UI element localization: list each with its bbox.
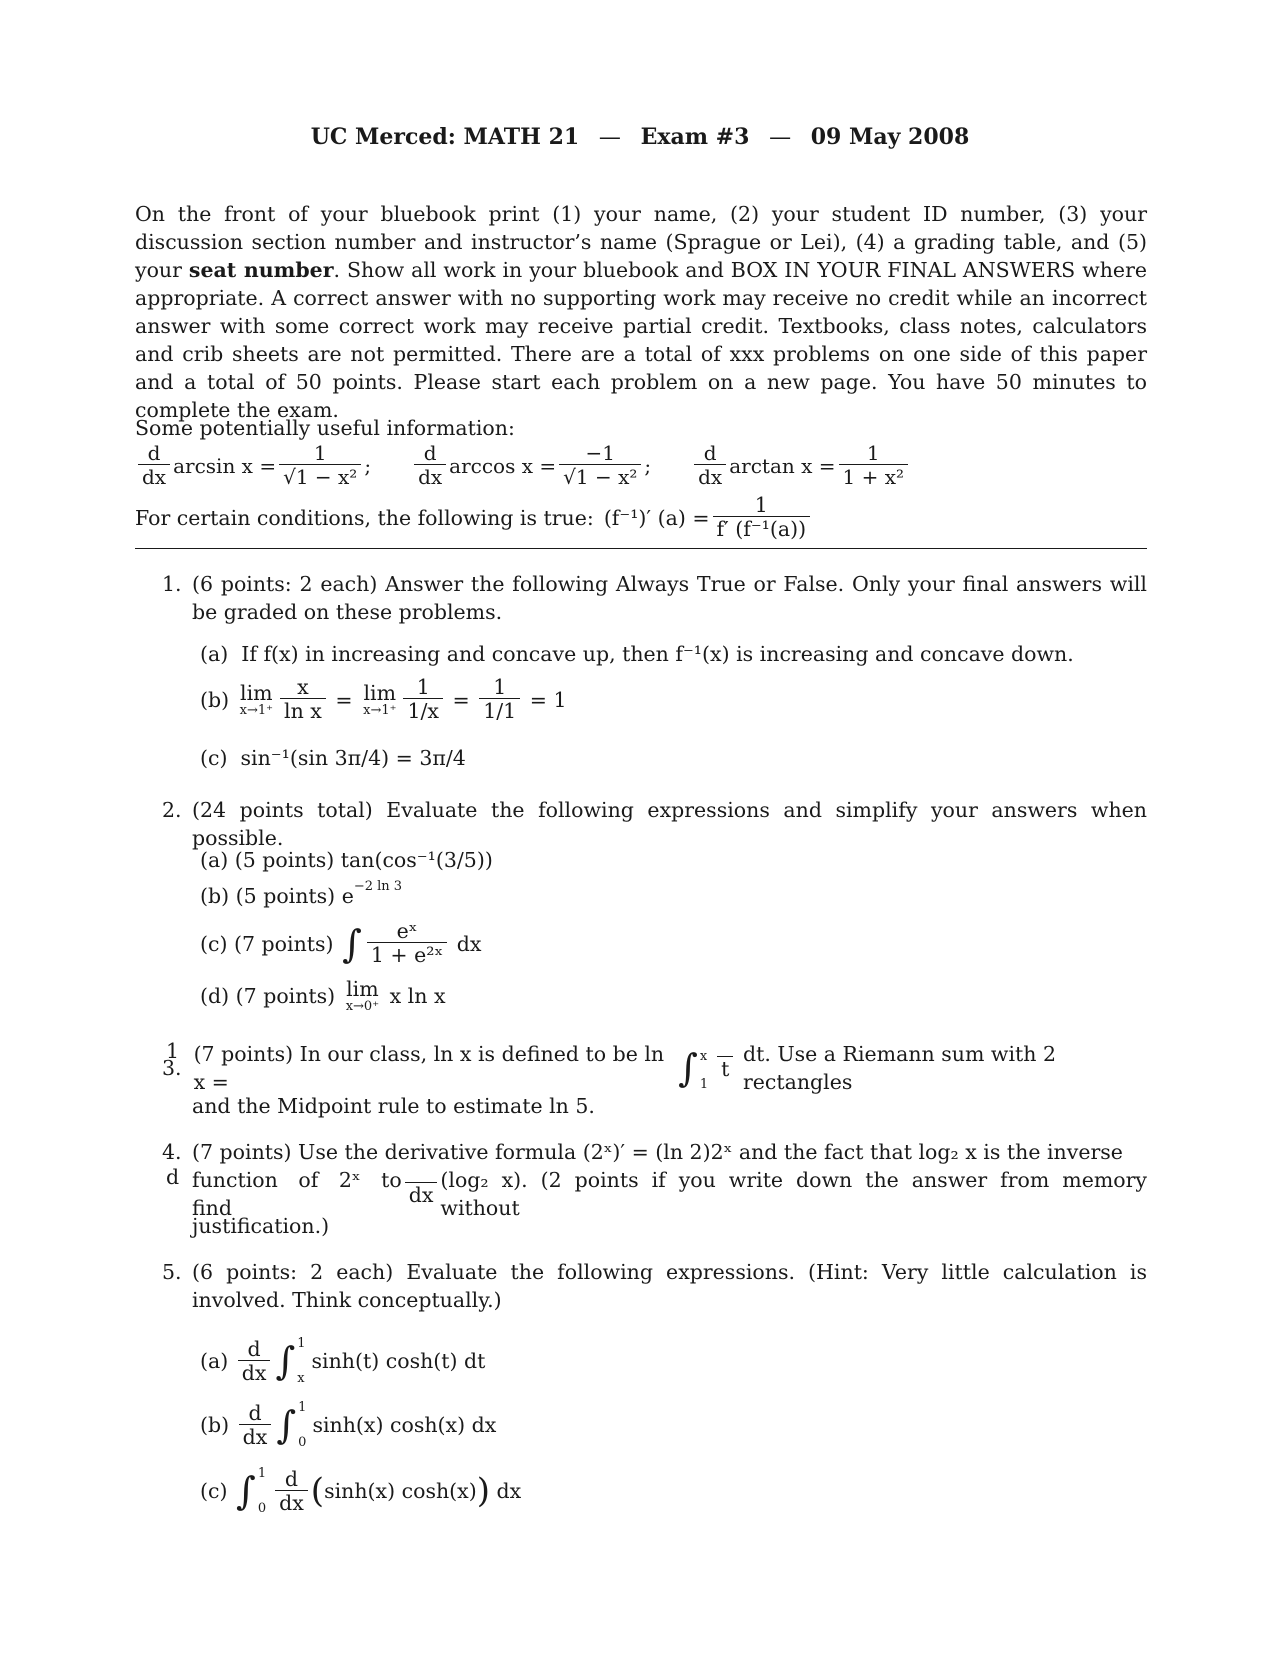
instructions-text-2: . Show all work in your bluebook and BOX IN YOUR FINAL ANSWERS where appropriate. A correct answer with no supporting work may receive no credit while an incorrect answer with some correct work may receive partial credit. Textbooks, class notes, calculators and crib sheets are not permitted. There are a total of xxx problems on one side of this paper and a total of 50 points. Please start each problem on a new page. You have 50 minutes to complete the exam. bbox=[135, 258, 1148, 422]
problem-1c: (c) sin⁻¹(sin 3π/4) = 3π/4 bbox=[200, 746, 466, 770]
info-heading: Some potentially useful information: bbox=[135, 416, 515, 440]
instructions-paragraph bbox=[135, 200, 1147, 424]
arccos-formula: $\frac{d}{dx}$ arccos x = $\frac{-1}{\text{√1 − x²}}$ ; bbox=[411, 442, 651, 489]
derivative-formulas bbox=[135, 442, 1147, 489]
problem-3: 3. (7 points) In our class, ln x is defined to be ln x = ∫ x 1 1 t dt. Use a Riemann sum with 2 rectangles bbox=[162, 1039, 1057, 1094]
problem-5c: (c) ∫ 1 0 $\frac{d}{dx}$ ( sinh(x) cosh(x) ) dx bbox=[200, 1466, 522, 1516]
problem-4: 4. (7 points) Use the derivative formula (2ˣ)′ = (ln 2)2ˣ and the fact that log₂ x is the inverse bbox=[162, 1140, 1123, 1164]
problem-5b: (b) $\frac{d}{dx}$ ∫ 1 0 sinh(x) cosh(x) dx bbox=[200, 1400, 497, 1450]
problem-3-line2: and the Midpoint rule to estimate ln 5. bbox=[192, 1094, 595, 1118]
problem-1: 1. (6 points: 2 each) Answer the following Always True or False. Only your final answers will be graded on these problems. bbox=[162, 572, 1147, 624]
problem-5a: (a) $\frac{d}{dx}$ ∫ 1 x sinh(t) cosh(t) dt bbox=[200, 1336, 486, 1386]
title-separator-2: — bbox=[769, 125, 792, 150]
instructions-bold: seat number bbox=[188, 258, 334, 282]
problem-2d: (d) (7 points) lim x→0⁺ x ln x bbox=[200, 977, 446, 1014]
title-school: UC Merced: MATH 21 bbox=[310, 124, 580, 150]
problem-2: 2. (24 points total) Evaluate the following expressions and simplify your answers when possible. bbox=[162, 798, 1147, 850]
exam-title bbox=[0, 124, 1280, 150]
problem-1a: (a) If f(x) in increasing and concave up, then f⁻¹(x) is increasing and concave down. bbox=[200, 642, 1074, 666]
title-date: 09 May 2008 bbox=[810, 124, 970, 150]
instructions-text-1: On the front of your bluebook print (1) your name, (2) your student ID number, (3) your discussion section number and instructor’s name (Sprague or Lei), (4) a grading table, and (5) your bbox=[135, 202, 1147, 282]
title-separator-1: — bbox=[598, 125, 621, 150]
problem-1b: (b) lim x→1⁺ $\frac{x}{\text{ln x}}$ = lim x→1⁺ $\frac{1}{1/x}$ = $\frac{1}{1/1}$ = 1 bbox=[200, 675, 567, 723]
inverse-derivative-condition: For certain conditions, the following is true: (f⁻¹)′ (a) = $\frac{1}{\text{f′ (f⁻¹(a))}}$ bbox=[135, 494, 813, 541]
d-dx-frac: $\frac{d}{dx}$ bbox=[138, 442, 170, 489]
problem-4-line3: justification.) bbox=[192, 1214, 330, 1238]
problem-2c: (c) (7 points) ∫ $\frac{\text{eˣ}}{\text{1 + e²ˣ}}$ dx bbox=[200, 919, 482, 967]
section-divider bbox=[135, 548, 1147, 549]
problem-5: 5. (6 points: 2 each) Evaluate the following expressions. (Hint: Very little calculation is involved. Think conceptually.) bbox=[162, 1260, 1147, 1312]
problem-2a: (a) (5 points) tan(cos⁻¹(3/5)) bbox=[200, 848, 493, 872]
integral-sign: ∫ bbox=[342, 921, 362, 966]
arctan-formula: $\frac{d}{dx}$ arctan x = $\frac{1}{\text{1 + x²}}$ bbox=[691, 442, 911, 489]
problem-2b: (b) (5 points) e $^{-2 ln 3}$ bbox=[200, 878, 403, 908]
problem-4-line2: function of 2ˣ to find d dx (log₂ x). (2 points if you write down the answer from memory without bbox=[166, 1165, 1147, 1220]
arcsin-formula: $\frac{d}{dx}$ arcsin x = $\frac{1}{\text{√1 − x²}}$ ; bbox=[135, 442, 371, 489]
title-exam: Exam #3 bbox=[640, 124, 750, 150]
